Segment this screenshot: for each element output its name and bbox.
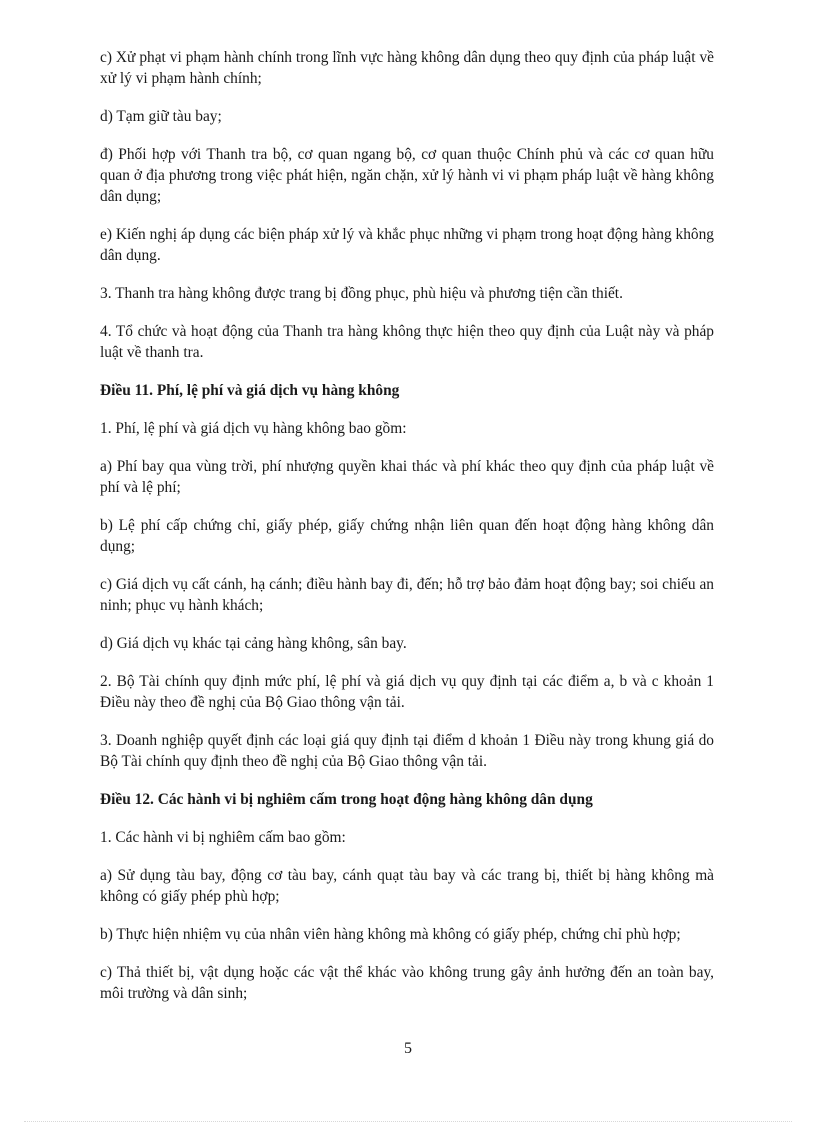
paragraph-12-1b: b) Thực hiện nhiệm vụ của nhân viên hàng không mà không có giấy phép, chứng chỉ phù hợp; (100, 926, 681, 943)
article-12-heading: Điều 12. Các hành vi bị nghiêm cấm trong hoạt động hàng không dân dụng (100, 791, 593, 808)
document-body (100, 47, 714, 1021)
paragraph-10-4: 4. Tổ chức và hoạt động của Thanh tra hàng không thực hiện theo quy định của Luật này và pháp luật về thanh tra. (100, 323, 714, 361)
paragraph-12-1: 1. Các hành vi bị nghiêm cấm bao gồm: (100, 829, 346, 846)
paragraph-11-3: 3. Doanh nghiệp quyết định các loại giá quy định tại điểm d khoản 1 Điều này trong khung giá do Bộ Tài chính quy định theo đề nghị của Bộ Giao thông vận tải. (100, 732, 714, 770)
paragraph-12-1a: a) Sử dụng tàu bay, động cơ tàu bay, cánh quạt tàu bay và các trang bị, thiết bị hàng không mà không có giấy phép phù hợp; (100, 867, 714, 905)
paragraph-10-2dd: đ) Phối hợp với Thanh tra bộ, cơ quan ngang bộ, cơ quan thuộc Chính phủ và các cơ quan hữu quan ở địa phương trong việc phát hiện, ngăn chặn, xử lý hành vi vi phạm pháp luật về hàng không dân dụng; (100, 146, 714, 205)
paragraph-10-3: 3. Thanh tra hàng không được trang bị đồng phục, phù hiệu và phương tiện cần thiết. (100, 285, 623, 302)
paragraph-10-2c: c) Xử phạt vi phạm hành chính trong lĩnh vực hàng không dân dụng theo quy định của pháp luật về xử lý vi phạm hành chính; (100, 49, 714, 87)
page-bottom-divider (24, 1121, 792, 1122)
paragraph-11-2: 2. Bộ Tài chính quy định mức phí, lệ phí và giá dịch vụ quy định tại các điểm a, b và c khoản 1 Điều này theo đề nghị của Bộ Giao thông vận tải. (100, 673, 714, 711)
paragraph-10-2d: d) Tạm giữ tàu bay; (100, 108, 222, 125)
paragraph-11-1: 1. Phí, lệ phí và giá dịch vụ hàng không bao gồm: (100, 420, 407, 437)
page-number: 5 (404, 1040, 412, 1057)
paragraph-12-1c: c) Thả thiết bị, vật dụng hoặc các vật thể khác vào không trung gây ảnh hưởng đến an toàn bay, môi trường và dân sinh; (100, 964, 714, 1002)
paragraph-11-1d: d) Giá dịch vụ khác tại cảng hàng không, sân bay. (100, 635, 407, 652)
paragraph-10-2e: e) Kiến nghị áp dụng các biện pháp xử lý và khắc phục những vi phạm trong hoạt động hàng không dân dụng. (100, 226, 714, 264)
paragraph-11-1b: b) Lệ phí cấp chứng chỉ, giấy phép, giấy chứng nhận liên quan đến hoạt động hàng không dân dụng; (100, 517, 714, 555)
article-11-heading: Điều 11. Phí, lệ phí và giá dịch vụ hàng không (100, 382, 400, 399)
paragraph-11-1a: a) Phí bay qua vùng trời, phí nhượng quyền khai thác và phí khác theo quy định của pháp luật về phí và lệ phí; (100, 458, 714, 496)
paragraph-11-1c: c) Giá dịch vụ cất cánh, hạ cánh; điều hành bay đi, đến; hỗ trợ bảo đảm hoạt động bay; soi chiếu an ninh; phục vụ hành khách; (100, 576, 714, 614)
